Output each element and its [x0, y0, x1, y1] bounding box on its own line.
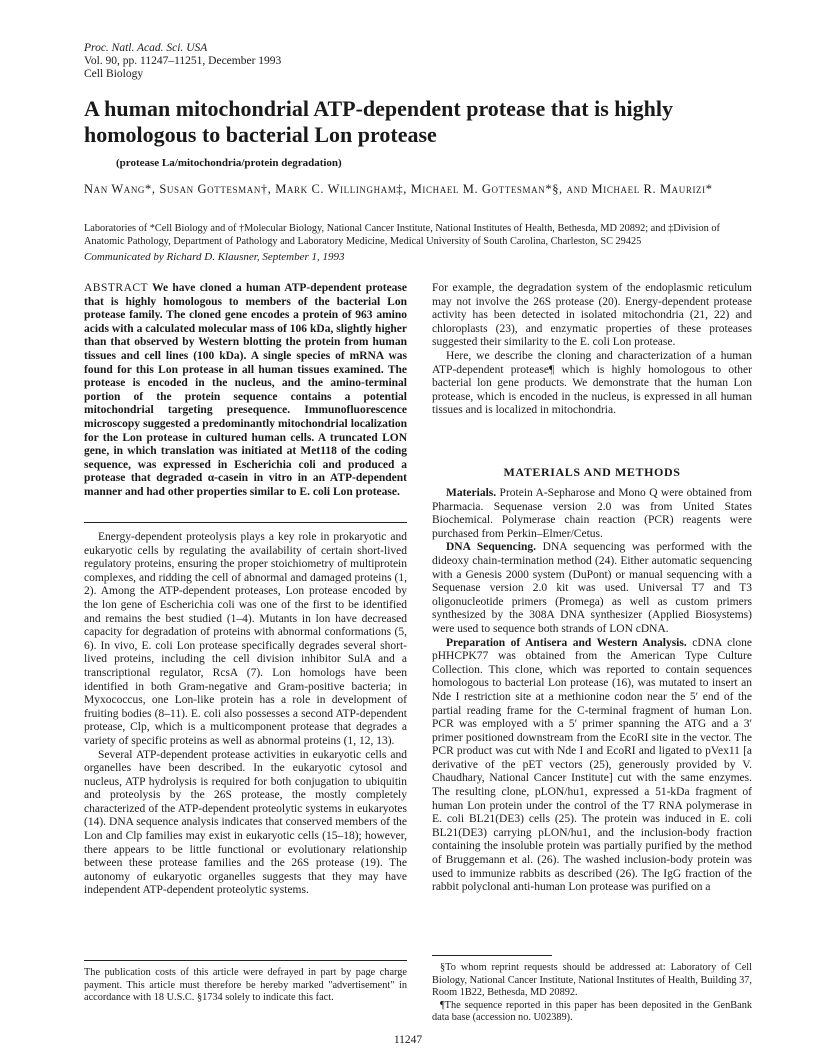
- prep-heading: Preparation of Antisera and Western Analysis.: [446, 636, 687, 649]
- methods-text: [432, 487, 752, 895]
- journal-name: Proc. Natl. Acad. Sci. USA: [84, 42, 208, 54]
- keywords: (protease La/mitochondria/protein degradation): [116, 157, 342, 169]
- journal-header: [84, 42, 281, 81]
- right-column-intro: [432, 282, 752, 418]
- materials-paragraph: [432, 487, 752, 541]
- page-number: 11247: [393, 1034, 423, 1046]
- abstract-text: We have cloned a human ATP-dependent protease that is highly homologous to members of the bacterial Lon protease family. The cloned gene encodes a protein of 963 amino acids with a calculated molecular mass of 106 kDa, slightly higher than that observed by Western blotting the protein from human tissues and cell lines (100 kDa). A single species of mRNA was found for this Lon protease in all human tissues examined. The protease is encoded in the nucleus, and the amino-terminal portion of the protein sequence contains a potential mitochondrial targeting presequence. Immunofluorescence microscopy suggested a predominantly mitochondrial localization for the Lon protease in cultured human cells. A truncated LON gene, in which translation was initiated at Met118 of the coding sequence, was expressed in Escherichia coli and produced a protease that degraded α-casein in vitro in an ATP-dependent manner and had other properties similar to E. coli Lon protease.: [84, 282, 407, 498]
- dna-paragraph: [432, 541, 752, 636]
- materials-body: Protein A-Sepharose and Mono Q were obtained from Pharmacia. Sequenase version 2.0 was from United States Biochemical. Polymerase chain reaction (PCR) reagents were purchased from Perkin–Elmer/Cetus.: [432, 487, 752, 540]
- abstract-divider: [84, 522, 407, 523]
- paper-title: A human mitochondrial ATP-dependent protease that is highly homologous to bacterial Lon protease: [84, 96, 673, 147]
- dna-body: DNA sequencing was performed with the dideoxy chain-termination method (24). Either automatic sequencing with a Genesis 2000 system (DuPont) or manual sequencing with a Sequenase version 2.0 kit was used. Universal T7 and T3 oligonucleotide primers (Promega) as well as custom primers synthesized by the 308A DNA synthesizer (Applied Biosystems) were used to sequence both strands of LON cDNA.: [432, 541, 752, 635]
- section-heading-methods: MATERIALS AND METHODS: [503, 465, 681, 479]
- publication-cost-note: The publication costs of this article were defrayed in part by page charge payment. This article must therefore be hereby marked "advertisement" in accordance with 18 U.S.C. §1734 solely to indicate this fact.: [84, 967, 407, 1003]
- genbank-footnote: ¶The sequence reported in this paper has been deposited in the GenBank data base (accession no. U02389).: [432, 999, 752, 1023]
- dna-heading: DNA Sequencing.: [446, 541, 537, 554]
- author-list: Nan Wang*, Susan Gottesman†, Mark C. Willingham‡, Michael M. Gottesman*§, and Michael R. Maurizi*: [84, 182, 713, 196]
- materials-heading: Materials.: [446, 487, 497, 499]
- footnote-divider-left: [84, 960, 407, 961]
- communicated-by: Communicated by Richard D. Klausner, September 1, 1993: [84, 251, 345, 263]
- right-paragraph-2: Here, we describe the cloning and characterization of a human ATP-dependent protease¶ which is highly homologous to other bacterial lon gene products. We demonstrate that the human Lon protease, which is encoded in the nucleus, is expressed in all human tissues and is localized in mitochondria.: [432, 349, 752, 417]
- abstract-label: ABSTRACT: [84, 282, 149, 294]
- volume-info: Vol. 90, pp. 11247–11251, December 1993: [84, 55, 282, 67]
- prep-body: cDNA clone pHHCPK77 was obtained from the American Type Culture Collection. This clone, which was reported to contain sequences homologous to bacterial Lon protease (16), was mutated to insert an Nde I restriction site at a methionine codon near the 5′ end of the partial reading frame for the C-terminal fragment of human Lon. PCR was employed with a 5′ primer spanning the ATG and a 3′ primer positioned downstream from the EcoRI site in the vector. The PCR product was cut with Nde I and EcoRI and ligated to pVex11 [a derivative of the pET vectors (25), generously provided by V. Chaudhary, National Cancer Institute] cut with the same enzymes. The resulting clone, pLON/hu1, expressed a 51-kDa fragment of human Lon protein under the control of the T7 RNA polymerase in E. coli BL21(DE3) cells (25). The protein was induced in E. coli BL21(DE3) carrying pLON/hu1, and the inclusion-body fraction containing the insoluble protein was partially purified by the method of Bruggemann et al. (26). The washed inclusion-body protein was used to immunize rabbits as described (26). The IgG fraction of the rabbit polyclonal anti-human Lon protease was purified on a: [432, 636, 753, 894]
- reprint-footnote: §To whom reprint requests should be addressed at: Laboratory of Cell Biology, National Cancer Institute, National Institutes of Health, Building 37, Room 1B22, Bethesda, MD 20892.: [432, 962, 752, 998]
- affiliations: Laboratories of *Cell Biology and of †Molecular Biology, National Cancer Institute, National Institutes of Health, Bethesda, MD 20892; and ‡Division of Anatomic Pathology, Department of Pathology and Laboratory Medicine, Medical University of South Carolina, Charleston, SC 29425: [84, 223, 720, 247]
- footnote-divider-right: [432, 955, 552, 956]
- abstract: [84, 282, 407, 500]
- right-paragraph-1: For example, the degradation system of the endoplasmic reticulum may not involve the 26S protease (20). Energy-dependent protease activity has been detected in isolated mitochondria (21, 22) and chloroplasts (23), and enzymatic properties of these proteases suggested their similarity to the E. coli Lon protease.: [432, 282, 752, 349]
- introduction: [84, 531, 407, 898]
- footnotes-right: [432, 962, 752, 1025]
- section-name: Cell Biology: [84, 68, 144, 80]
- intro-paragraph-1: Energy-dependent proteolysis plays a key role in prokaryotic and eukaryotic cells by regulating the availability of certain short-lived regulatory proteins, ensuring the proper stoichiometry of multiprotein complexes, and ridding the cell of abnormal and damaged proteins (1, 2). Among the ATP-dependent proteases, Lon protease encoded by the lon gene of Escherichia coli was one of the first to be identified and remains the best studied (1–4). Mutants in lon have decreased capacity for degradation of proteins with abnormal conformations (5, 6). In vivo, E. coli Lon protease specifically degrades several short-lived proteins, including the cell division inhibitor SulA and a transcriptional regulator, RcsA (7). Lon homologs have been identified in both Gram-negative and Gram-positive bacteria; in Myxococcus, one Lon-like protein has a role in development of fruiting bodies (8–11). E. coli also possesses a second ATP-dependent protease, Clp, which is a multicomponent protease that degrades a variety of specific proteins as well as abnormal proteins (1, 12, 13).: [84, 531, 407, 747]
- intro-paragraph-2: Several ATP-dependent protease activities in eukaryotic cells and organelles have been described. In the eukaryotic cytosol and nucleus, ATP hydrolysis is required for both conjugation to ubiquitin and proteolysis by the 26S protease, the mostly completely characterized of the ATP-dependent proteolytic systems in eukaryotes (14). DNA sequence analysis indicates that conserved members of the Lon and Clp families may exist in eukaryotic cells (15–18); however, there appears to be little functional or evolutionary relationship between these protease families and the 26S protease (19). The autonomy of eukaryotic organelles suggests that they may have independent ATP-dependent proteolytic systems.: [84, 748, 407, 897]
- prep-paragraph: [432, 637, 752, 895]
